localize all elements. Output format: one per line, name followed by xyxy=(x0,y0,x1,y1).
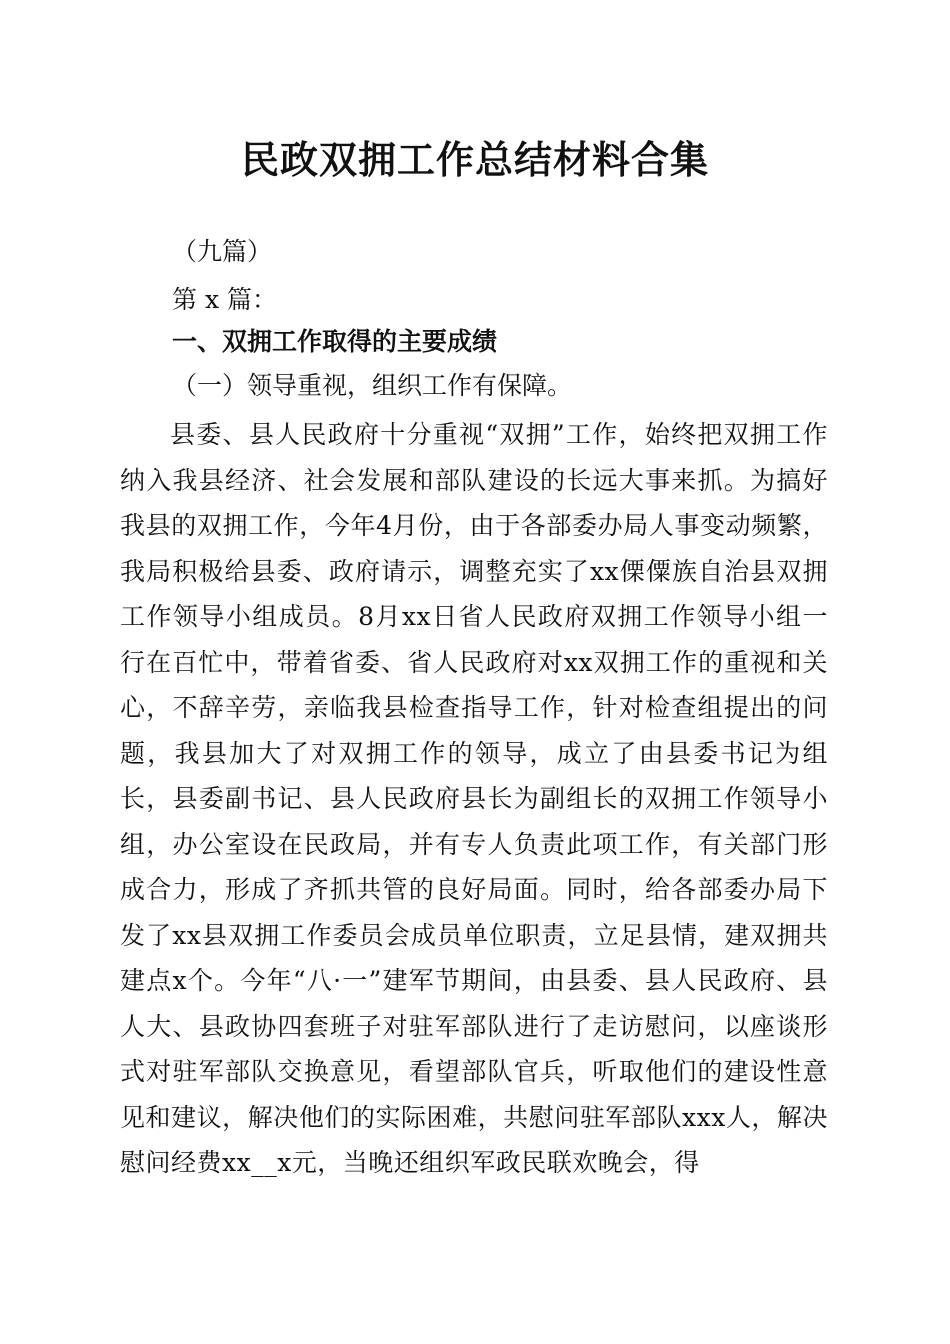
subsection-heading: （一）领导重视，组织工作有保障。 xyxy=(172,371,573,400)
document-title: 民政双拥工作总结材料合集 xyxy=(240,137,709,182)
body-paragraph: 县委、县人民政府十分重视“双拥”工作，始终把双拥工作纳入我县经济、社会发展和部队建设的长远大事来抓。为搞好我县的双拥工作，今年4月份，由于各部委办局人事变动频繁，我局积极给县委、政府请示，调整充实了xx傈僳族自治县双拥工作领导小组成员。8月xx日省人民政府双拥工作领导小组一行在百忙中，带着省委、省人民政府对xx双拥工作的重视和关心，不辞辛劳，亲临我县检查指导工作，针对检查组提出的问题，我县加大了对双拥工作的领导，成立了由县委书记为组长，县委副书记、县人民政府县长为副组长的双拥工作领导小组，办公室设在民政局，并有专人负责此项工作，有关部门形成合力，形成了齐抓共管的良好局面。同时，给各部委办局下发了xx县双拥工作委员会成员单位职责，立足县情，建双拥共建点x个。今年“八·一”建军节期间，由县委、县人民政府、县人大、县政协四套班子对驻军部队进行了走访慰问，以座谈形式对驻军部队交换意见，看望部队官兵，听取他们的建设性意见和建议，解决他们的实际困难，共慰问驻军部队xxx人，解决慰问经费xx__x元，当晚还组织军政民联欢晚会，得 xyxy=(120,420,828,1177)
chapter-label: 第 x 篇： xyxy=(172,285,277,314)
document-subtitle: （九篇） xyxy=(172,237,273,266)
section-heading: 一、双拥工作取得的主要成绩 xyxy=(172,327,498,356)
